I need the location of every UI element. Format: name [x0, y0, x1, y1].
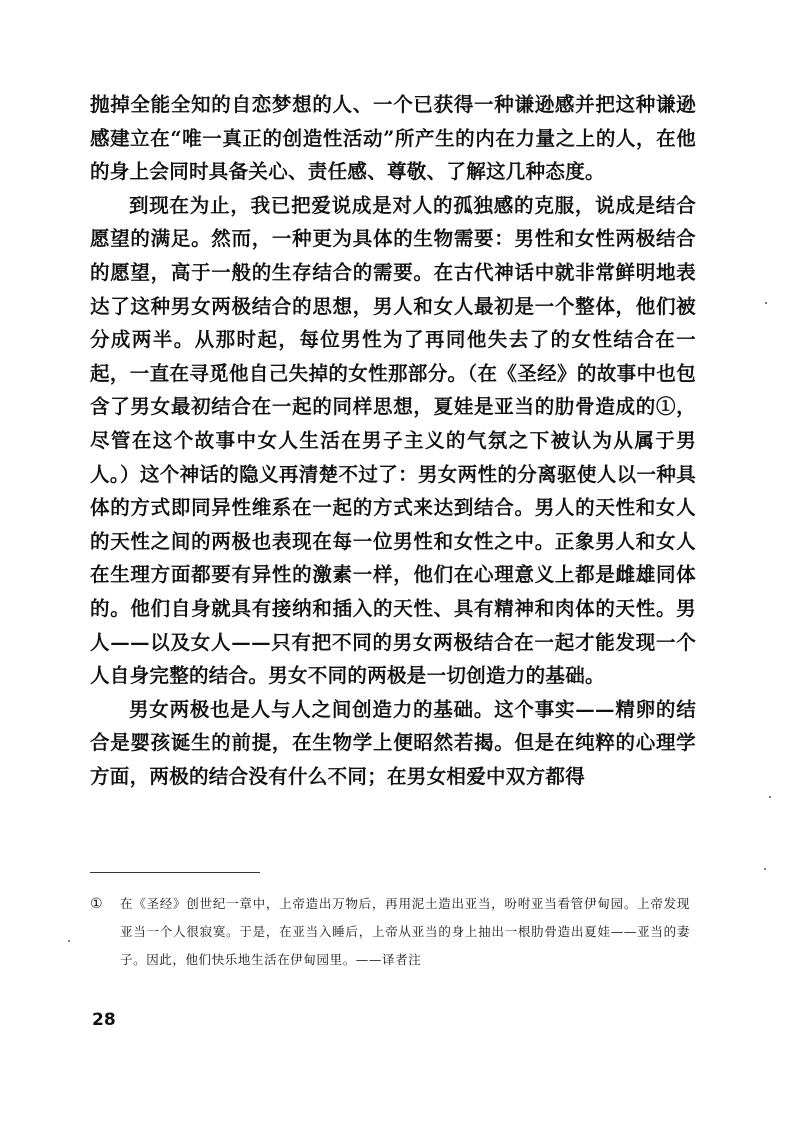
footnote-divider — [90, 872, 260, 873]
scan-speck — [68, 940, 70, 942]
paragraph-1: 抛掉全能全知的自恋梦想的人、一个已获得一种谦逊感并把这种谦逊感建立在“唯一真正的创造性活动”所产生的内在力量之上的人，在他的身上会同时具备关心、责任感、尊敬、了解这几种态度。 — [90, 93, 696, 184]
footnote-marker: ① — [90, 896, 104, 912]
paragraph-3: 男女两极也是人与人之间创造力的基础。这个事实——精卵的结合是婴孩诞生的前提，在生物学上便昭然若揭。但是在纯粹的心理学方面，两极的结合没有什么不同；在男女相爱中双方都得 — [90, 697, 696, 788]
scan-speck — [769, 796, 771, 798]
footnote — [90, 890, 690, 974]
scan-speck — [765, 302, 767, 304]
page-number: 28 — [92, 1010, 116, 1030]
paragraph-2: 到现在为止，我已把爱说成是对人的孤独感的克服，说成是结合愿望的满足。然而，一种更为具体的生物需要：男性和女性两极结合的愿望，高于一般的生存结合的需要。在古代神话中就非常鲜明地表达了这种男女两极结合的思想，男人和女人最初是一个整体，他们被分成两半。从那时起，每位男性为了再同他失去了的女性结合在一起，一直在寻觅他自己失掉的女性那部分。（在《圣经》的故事中也包含了男女最初结合在一起的同样思想，夏娃是亚当的肋骨造成的①，尽管在这个故事中女人生活在男子主义的气氛之下被认为从属于男人。）这个神话的隐义再清楚不过了：男女两性的分离驱使人以一种具体的方式即同异性维系在一起的方式来达到结合。男人的天性和女人的天性之间的两极也表现在每一位男性和女性之中。正象男人和女人在生理方面都要有异性的激素一样，他们在心理意义上都是雌雄同体的。他们自身就具有接纳和插入的天性、具有精神和肉体的天性。男人——以及女人——只有把不同的男女两极结合在一起才能发现一个人自身完整的结合。男女不同的两极是一切创造力的基础。 — [90, 193, 697, 688]
scan-speck — [764, 868, 766, 870]
footnote-text: 在《圣经》创世纪一章中，上帝造出万物后，再用泥土造出亚当，吩咐亚当看管伊甸园。上帝发现亚当一个人很寂寞。于是，在亚当入睡后，上帝从亚当的身上抽出一根肋骨造出夏娃——亚当的妻子。因此，他们快乐地生活在伊甸园里。——译者注 — [120, 896, 690, 967]
body-text — [90, 88, 696, 793]
